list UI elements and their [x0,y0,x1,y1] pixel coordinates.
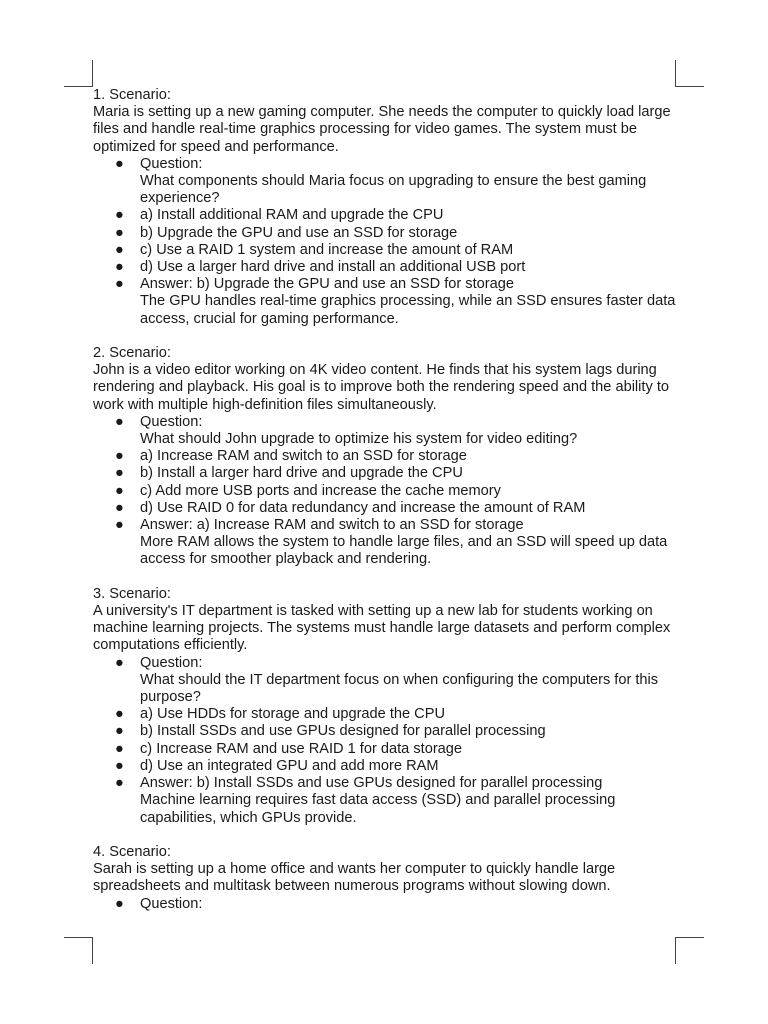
option-item: ● a) Use HDDs for storage and upgrade the CPU [115,706,445,723]
option-item: ● a) Install additional RAM and upgrade the CPU [115,207,444,224]
document-body [93,87,683,930]
scenario-2 [93,345,683,569]
option-item: ● d) Use a larger hard drive and install an additional USB port [115,259,526,276]
bullet-icon: ● [115,259,124,276]
options-list [93,207,683,293]
option-item: ● d) Use RAID 0 for data redundancy and increase the amount of RAM [115,499,586,516]
scenario-body: Sarah is setting up a home office and wants her computer to quickly handle large spreadsheets and multitask between numerous programs without slowing down. [93,861,616,895]
bullet-icon: ● [115,723,124,740]
option-item: ● c) Add more USB ports and increase the cache memory [115,482,501,499]
crop-mark-top-left-h [64,86,92,87]
bullet-icon: ● [115,895,124,912]
scenario-body: Maria is setting up a new gaming computer. She needs the computer to quickly load large files and handle real-time graphics processing for video games. The system must be optimized for speed and performance. [93,104,671,155]
answer-item: ● Answer: b) Install SSDs and use GPUs designed for parallel processing [115,775,603,792]
answer-item: ● Answer: a) Increase RAM and switch to an SSD for storage [115,517,524,534]
bullet-icon: ● [115,757,124,774]
answer-explanation: Machine learning requires fast data access (SSD) and parallel processing capabilities, which GPUs provide. [140,792,616,826]
bullet-icon: ● [115,207,124,224]
option-item: ● d) Use an integrated GPU and add more RAM [115,757,439,774]
scenario-body: A university's IT department is tasked with setting up a new lab for students working on machine learning projects. The systems must handle large datasets and perform complex computations efficiently. [93,603,671,654]
question-list [93,156,683,173]
bullet-icon: ● [115,499,124,516]
option-item: ● c) Use a RAID 1 system and increase the amount of RAM [115,241,514,258]
scenario-heading: 1. Scenario: [93,87,171,103]
option-item: ● b) Upgrade the GPU and use an SSD for storage [115,224,458,241]
crop-mark-bottom-left-h [64,937,92,938]
crop-mark-bottom-right-h [676,937,704,938]
scenario-3 [93,586,683,827]
question-text: What should the IT department focus on when configuring the computers for this purpose? [140,671,659,706]
question-item: ● Question: [115,654,203,671]
scenario-body: John is a video editor working on 4K video content. He finds that his system lags during rendering and playback. His goal is to improve both the rendering speed and the ability to work with multiple high-definition files simultaneously. [93,362,669,413]
option-item: ● b) Install SSDs and use GPUs designed for parallel processing [115,723,546,740]
bullet-icon: ● [115,482,124,499]
bullet-icon: ● [115,775,124,792]
bullet-icon: ● [115,654,124,671]
bullet-icon: ● [115,241,124,258]
crop-mark-bottom-right-v [675,937,676,964]
crop-mark-bottom-left-v [92,937,93,964]
question-item: ● Question: [115,413,203,430]
bullet-icon: ● [115,413,124,430]
crop-mark-top-left-v [92,60,93,87]
answer-explanation: The GPU handles real-time graphics processing, while an SSD ensures faster data access, crucial for gaming performance. [140,293,676,327]
option-item: ● a) Increase RAM and switch to an SSD for storage [115,448,467,465]
question-list [93,414,683,431]
bullet-icon: ● [115,517,124,534]
options-list [93,706,683,792]
bullet-icon: ● [115,706,124,723]
option-item: ● b) Install a larger hard drive and upgrade the CPU [115,465,463,482]
question-text: What should John upgrade to optimize his system for video editing? [140,431,578,448]
options-list [93,448,683,534]
answer-explanation: More RAM allows the system to handle large files, and an SSD will speed up data access for smoother playback and rendering. [140,534,668,568]
bullet-icon: ● [115,448,124,465]
crop-mark-top-right-v [675,60,676,87]
scenario-heading: 3. Scenario: [93,585,171,602]
answer-item: ● Answer: b) Upgrade the GPU and use an SSD for storage [115,276,514,293]
bullet-icon: ● [115,224,124,241]
question-list [93,896,683,913]
option-item: ● c) Increase RAM and use RAID 1 for data storage [115,740,463,757]
bullet-icon: ● [115,465,124,482]
question-text: What components should Maria focus on upgrading to ensure the best gaming experience? [140,173,647,207]
scenario-heading: 4. Scenario: [93,843,171,860]
question-item: ● Question: [115,155,203,172]
question-list [93,655,683,672]
question-item: ● Question: [115,895,203,912]
bullet-icon: ● [115,155,124,172]
scenario-heading: 2. Scenario: [93,345,171,362]
scenario-1 [93,87,683,328]
scenario-4 [93,844,683,913]
bullet-icon: ● [115,276,124,293]
bullet-icon: ● [115,740,124,757]
